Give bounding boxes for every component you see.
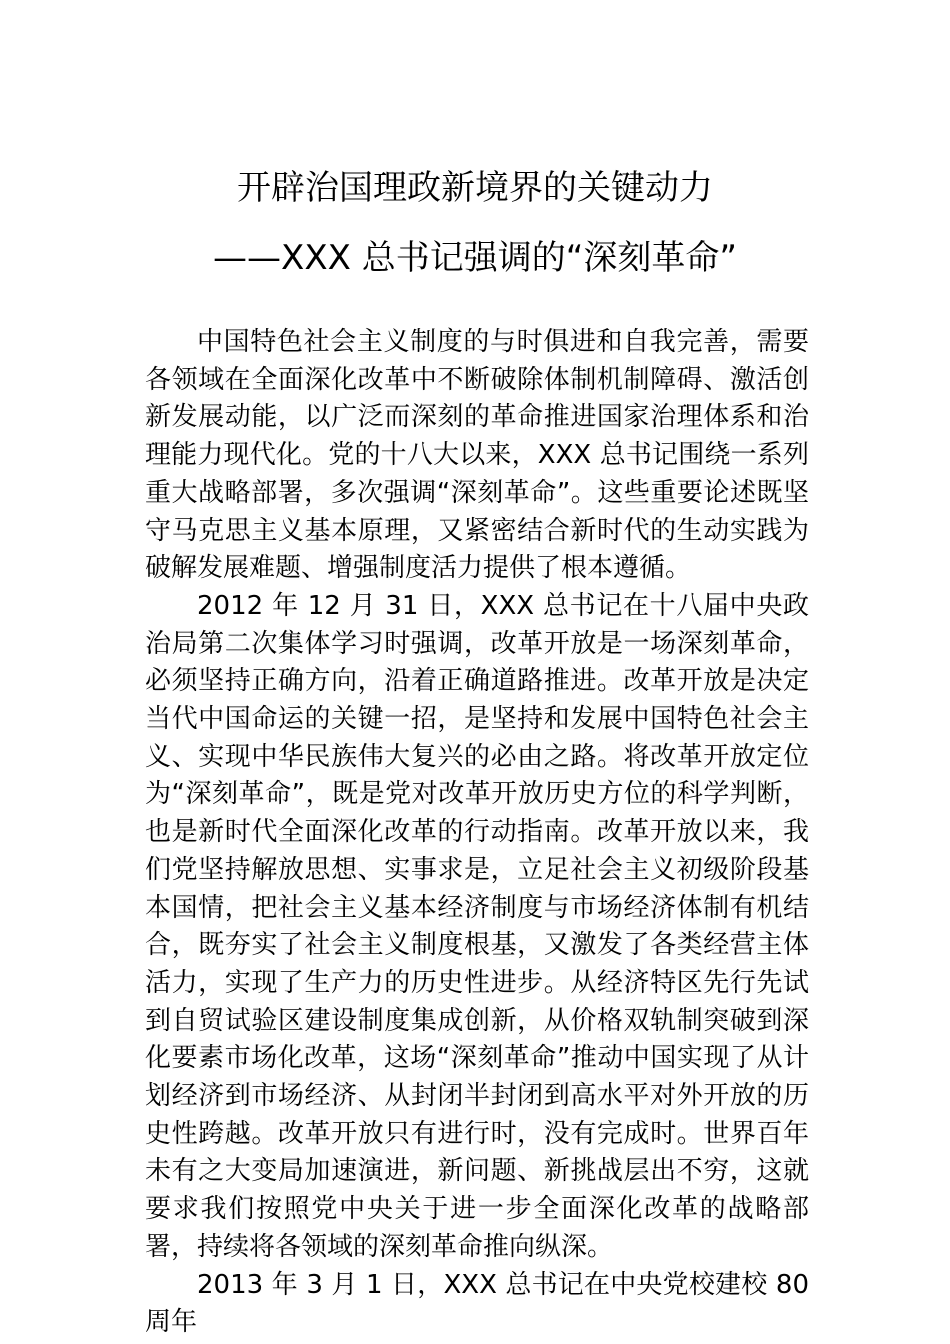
body-paragraph-2: 2012 年 12 月 31 日，XXX 总书记在十八届中央政治局第二次集体学习时强调，改革开放是一场深刻革命，必须坚持正确方向，沿着正确道路推进。改革开放是决定当代中国命运的关键一招，是坚持和发展中国特色社会主义、实现中华民族伟大复兴的必由之路。将改革开放定位为“深刻革命”，既是党对改革开放历史方位的科学判断，也是新时代全面深化改革的行动指南。改革开放以来，我们党坚持解放思想、实事求是，立足社会主义初级阶段基本国情，把社会主义基本经济制度与市场经济体制有机结合，既夯实了社会主义制度根基，又激发了各类经营主体活力，实现了生产力的历史性进步。从经济特区先行先试到自贸试验区建设制度集成创新，从价格双轨制突破到深化要素市场化改革，这场“深刻革命”推动中国实现了从计划经济到市场经济、从封闭半封闭到高水平对外开放的历史性跨越。改革开放只有进行时，没有完成时。世界百年未有之大变局加速演进，新问题、新挑战层出不穷，这就要求我们按照党中央关于进一步全面深化改革的战略部署，持续将各领域的深刻革命推向纵深。: [145, 590, 809, 1262]
body-paragraph-3: 2013 年 3 月 1 日，XXX 总书记在中央党校建校 80 周年: [145, 1269, 809, 1338]
document-title: 开辟治国理政新境界的关键动力: [237, 168, 713, 208]
document-body: [145, 324, 809, 1342]
document-subtitle: ——XXX 总书记强调的“深刻革命”: [213, 238, 737, 278]
body-paragraph-1: 中国特色社会主义制度的与时俱进和自我完善，需要各领域在全面深化改革中不断破除体制机制障碍、激活创新发展动能，以广泛而深刻的革命推进国家治理体系和治理能力现代化。党的十八大以来，XXX 总书记围绕一系列重大战略部署，多次强调“深刻革命”。这些重要论述既坚守马克思主义基本原理，又紧密结合新时代的生动实践为破解发展难题、增强制度活力提供了根本遵循。: [145, 327, 809, 584]
